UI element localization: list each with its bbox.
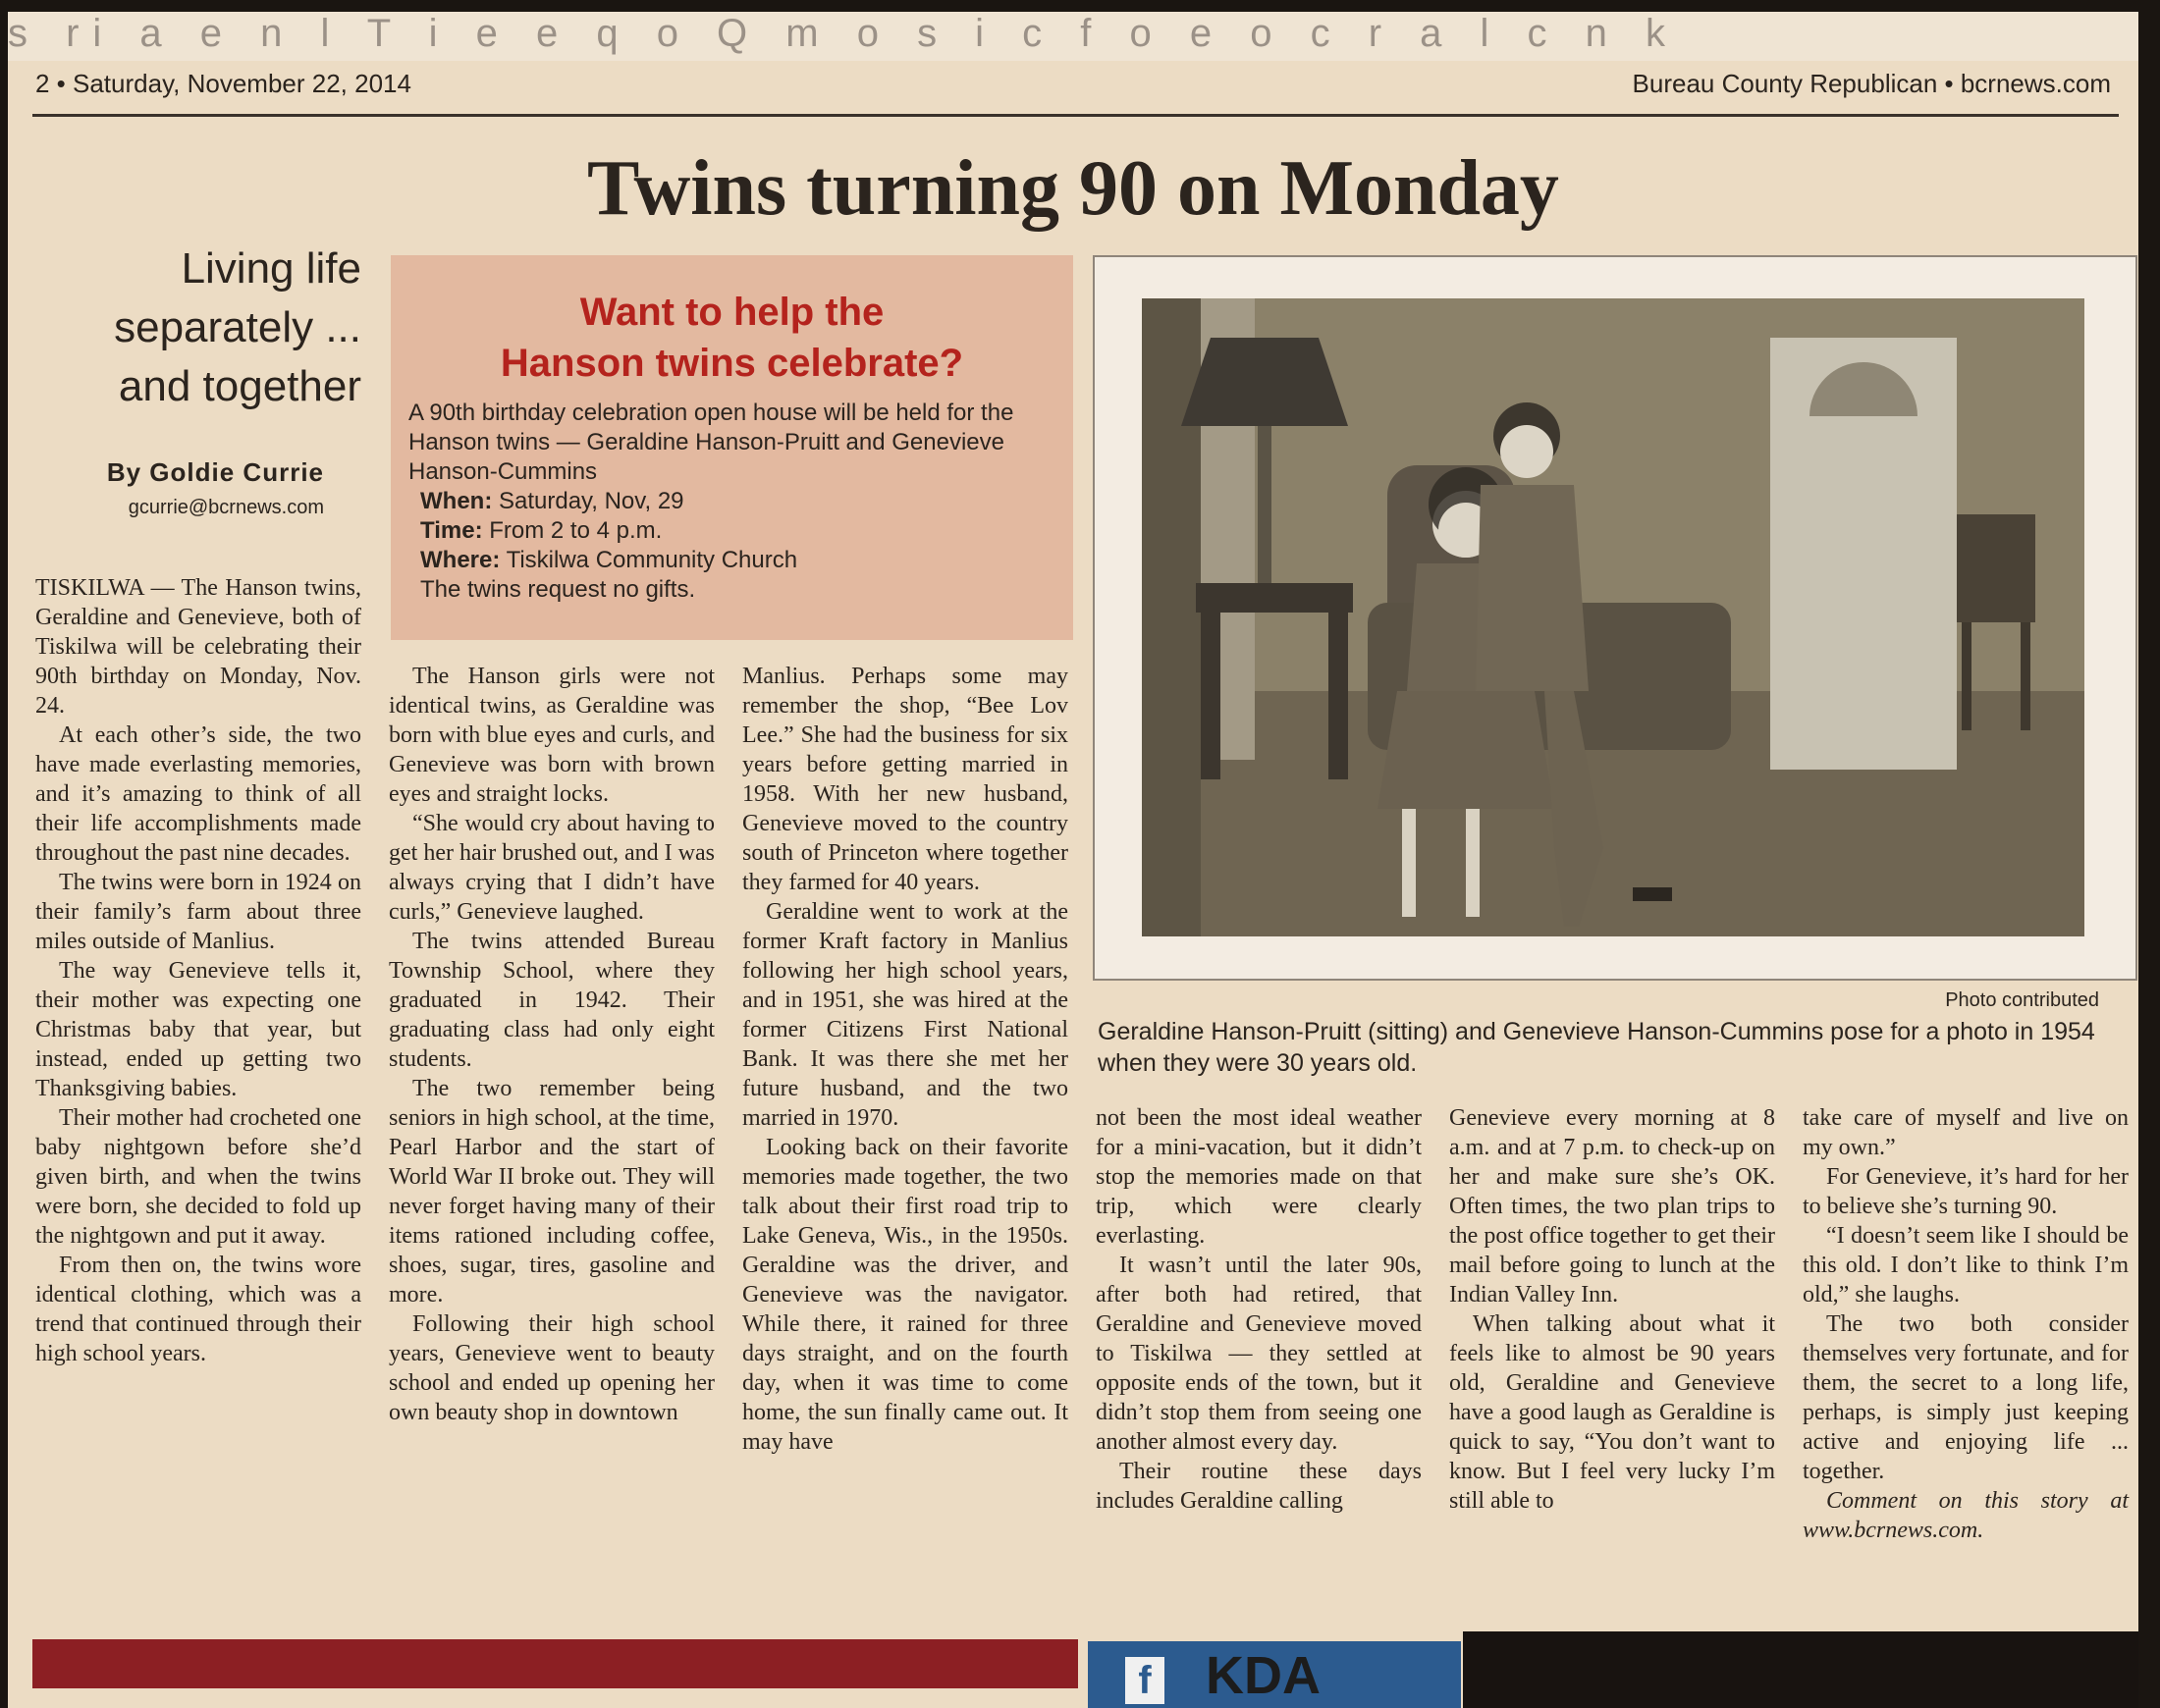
newspaper-clipping: [8, 12, 2138, 1708]
comment-line: Comment on this story at www.bcrnews.com.: [1803, 1488, 2129, 1543]
paragraph: take care of myself and live on my own.”: [1803, 1105, 2129, 1160]
infobox-title: [391, 287, 1073, 389]
where-label: Where:: [420, 547, 501, 573]
header-rule: [32, 114, 2119, 117]
kicker-line: separately ...: [114, 303, 361, 351]
infobox-time: [420, 516, 1049, 546]
article-column-3: [742, 662, 1068, 1457]
paragraph: The two remember being seniors in high school, at the time, Pearl Harbor and the start of World War II broke out. They will never forget having many of their items rationed including coffee, shoes, sugar, tires, gasoline and more.: [389, 1076, 715, 1308]
kicker-line: and together: [118, 362, 361, 410]
article-column-2: [389, 662, 715, 1427]
infobox-intro: A 90th birthday celebration open house will be held for the Hanson twins — Geraldine Hanson-Pruitt and Genevieve Hanson-Cummins: [408, 400, 1014, 485]
paragraph: Looking back on their favorite memories made together, the two talk about their first road trip to Lake Geneva, Wis., in the 1950s. Geraldine was the driver, and Genevieve was the navigator. While there, it rained for three days straight, and on the fourth day, when it was time to come home, the sun finally came out. It may have: [742, 1135, 1068, 1455]
scan-background-corner: [1463, 1631, 2138, 1708]
paragraph: “She would cry about having to get her hair brushed out, and I was always crying that I didn’t have curls,” Genevieve laughed.: [389, 811, 715, 925]
paragraph: The way Genevieve tells it, their mother was expecting one Christmas baby that year, but instead, ended up getting two Thanksgiving babies.: [35, 958, 361, 1101]
paragraph: TISKILWA — The Hanson twins, Geraldine and Genevieve, both of Tiskilwa will be celebrating their 90th birthday on Monday, Nov. 24.: [35, 575, 361, 719]
article-column-6: [1803, 1103, 2129, 1545]
previous-page-bleed: s ri a e n l T i e e q o Q m o s i c f o e o c r a l c n k: [8, 12, 2138, 61]
infobox-title-line1: Want to help the: [579, 291, 885, 334]
paragraph: At each other’s side, the two have made everlasting memories, and it’s amazing to think of all their life accomplishments made throughout the past nine decades.: [35, 722, 361, 866]
article-column-5: [1449, 1103, 1775, 1516]
photo-credit: Photo contributed: [1945, 989, 2099, 1011]
bottom-ad: [1088, 1641, 1461, 1708]
paragraph: It wasn’t until the later 90s, after both had retired, that Geraldine and Genevieve moved to Tiskilwa — they settled at opposite ends of the town, but it didn’t stop them from seeing one another almost every day.: [1096, 1253, 1422, 1455]
paper-line: Bureau County Republican • bcrnews.com: [1632, 69, 2111, 98]
paragraph: not been the most ideal weather for a mini-vacation, but it didn’t stop the memories made on that trip, which were clearly everlasting.: [1096, 1105, 1422, 1249]
article-column-1: [35, 573, 361, 1368]
infobox-where: [420, 546, 1049, 575]
paragraph: “I doesn’t seem like I should be this old. I don’t like to think I’m old,” she laughs.: [1803, 1223, 2129, 1308]
byline-email: gcurrie@bcrnews.com: [128, 497, 324, 518]
paragraph: The two both consider themselves very fortunate, and for them, the secret to a long life, perhaps, is simply just keeping active and enjoying life ... together.: [1803, 1311, 2129, 1484]
infobox-title-line2: Hanson twins celebrate?: [500, 342, 964, 385]
kicker: [37, 240, 361, 416]
paragraph: When talking about what it feels like to almost be 90 years old, Geraldine and Genevieve have a good laugh as Geraldine is quick to say, “You don’t want to know. But I feel very lucky I’m still able to: [1449, 1311, 1775, 1514]
infobox-note: The twins request no gifts.: [420, 576, 696, 603]
date-line: 2 • Saturday, November 22, 2014: [35, 69, 411, 98]
headline: Twins turning 90 on Monday: [587, 145, 1559, 232]
when-label: When:: [420, 488, 493, 514]
paragraph: For Genevieve, it’s hard for her to believe she’s turning 90.: [1803, 1164, 2129, 1219]
paragraph: The twins were born in 1924 on their family’s farm about three miles outside of Manlius.: [35, 870, 361, 954]
paragraph: Genevieve every morning at 8 a.m. and at 7 p.m. to check-up on her and make sure she’s OK. Often times, the two plan trips to the post office together to get their mail before going to lunch at the Indian Valley Inn.: [1449, 1105, 1775, 1308]
paragraph: From then on, the twins wore identical clothing, which was a trend that continued through their high school years.: [35, 1253, 361, 1366]
paragraph: Geraldine went to work at the former Kraft factory in Manlius following her high school years, and in 1951, she was hired at the former Citizens First National Bank. It was there she met her future husband, and the two married in 1970.: [742, 899, 1068, 1131]
infobox-when: [420, 487, 1049, 516]
photo-caption: Geraldine Hanson-Pruitt (sitting) and Genevieve Hanson-Cummins pose for a photo in 1954 when they were 30 years old.: [1098, 1018, 2095, 1077]
byline: By Goldie Currie: [106, 457, 324, 487]
paragraph: Their mother had crocheted one baby nightgown before she’d given birth, and when the twins were born, she decided to fold up the nightgown and put it away.: [35, 1105, 361, 1249]
event-infobox: [391, 255, 1073, 640]
paragraph: Manlius. Perhaps some may remember the shop, “Bee Lov Lee.” She had the business for six years before getting married in 1958. With her new husband, Genevieve moved to the country south of Princeton where together they farmed for 40 years.: [742, 664, 1068, 895]
facebook-icon: f: [1125, 1657, 1164, 1704]
ad-text: KDA: [1206, 1646, 1321, 1705]
time-value: From 2 to 4 p.m.: [489, 517, 663, 544]
page-header: [8, 61, 2138, 112]
article-column-4: [1096, 1103, 1422, 1516]
paragraph: Their routine these days includes Geraldine calling: [1096, 1459, 1422, 1514]
paragraph: The Hanson girls were not identical twins, as Geraldine was born with blue eyes and curls, and Genevieve was born with brown eyes and straight locks.: [389, 664, 715, 807]
twins-photo: [1142, 298, 2084, 936]
twins-photo-image: [1142, 298, 2084, 936]
kicker-line: Living life: [181, 244, 361, 293]
paragraph: Following their high school years, Genevieve went to beauty school and ended up opening her own beauty shop in downtown: [389, 1311, 715, 1425]
paragraph: The twins attended Bureau Township School, where they graduated in 1942. Their graduating class had only eight students.: [389, 929, 715, 1072]
where-value: Tiskilwa Community Church: [506, 547, 798, 573]
time-label: Time:: [420, 517, 483, 544]
bottom-red-banner: [32, 1639, 1078, 1688]
when-value: Saturday, Nov, 29: [498, 488, 684, 514]
infobox-body: [408, 399, 1049, 605]
